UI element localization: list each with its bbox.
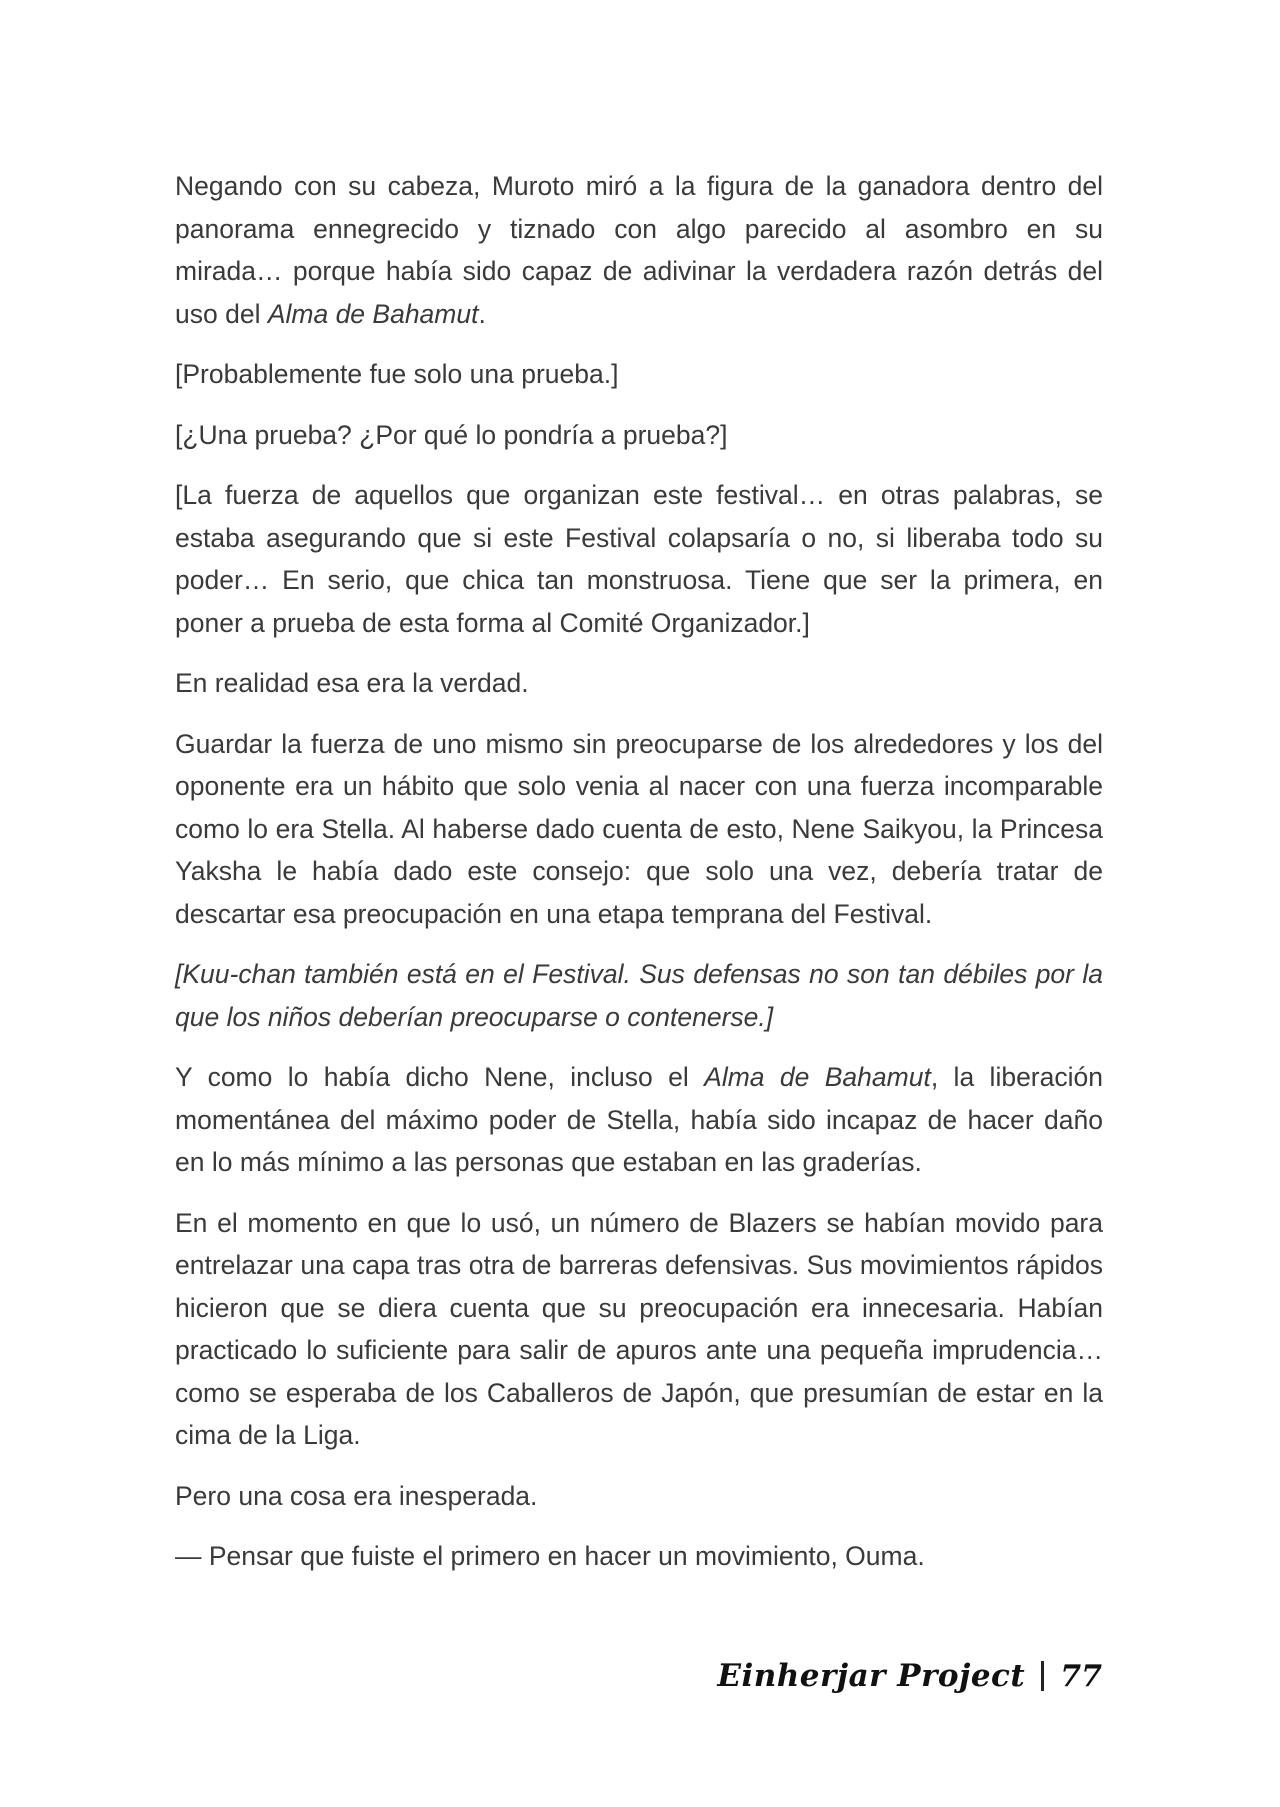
page-footer xyxy=(0,1658,1280,1718)
text-segment: Y como lo había dicho Nene, incluso el xyxy=(175,1062,705,1092)
text-segment: [Kuu-chan también está en el Festival. Sus defensas no son tan débiles por la que los niños deberían preocuparse o contenerse.] xyxy=(175,959,1103,1032)
text-segment: [La fuerza de aquellos que organizan este festival… en otras palabras, se estaba asegurando que si este Festival colapsaría o no, si liberaba todo su poder… En serio, que chica tan monstruosa. Tiene que ser la primera, en poner a prueba de esta forma al Comité Organizador.] xyxy=(175,480,1103,638)
page-body xyxy=(175,165,1103,1596)
italic-title: Alma de Bahamut xyxy=(704,1062,931,1092)
italic-title: Alma de Bahamut xyxy=(267,298,479,329)
paragraph xyxy=(175,1056,1103,1184)
paragraph xyxy=(175,353,1103,396)
text-segment: [Probablemente fue solo una prueba.] xyxy=(175,359,619,389)
paragraph xyxy=(175,165,1103,335)
text-segment: , la liberación momentánea del máximo poder de Stella, había sido incapaz de hacer daño en lo más mínimo a las personas que estaban en las graderías. xyxy=(175,1062,1103,1177)
paragraph xyxy=(175,474,1103,644)
text-segment: . xyxy=(478,298,486,329)
text-segment: [¿Una prueba? ¿Por qué lo pondría a prueba?] xyxy=(175,419,728,450)
text-segment: Pero una cosa era inesperada. xyxy=(175,1480,538,1511)
page-number: 77 xyxy=(1060,1658,1102,1694)
publisher-logo: Einherjar Project xyxy=(717,1658,1026,1694)
paragraph xyxy=(175,414,1103,457)
paragraph xyxy=(175,1535,1103,1578)
text-segment: Guardar la fuerza de uno mismo sin preocuparse de los alrededores y los del oponente era un hábito que solo venia al nacer con una fuerza incomparable como lo era Stella. Al haberse dado cuenta de esto, Nene Saikyou, la Princesa Yaksha le había dado este consejo: que solo una vez, debería tratar de descartar esa preocupación en una etapa temprana del Festival. xyxy=(175,728,1103,929)
footer-divider xyxy=(1041,1661,1044,1691)
paragraph xyxy=(175,723,1103,936)
paragraph xyxy=(175,953,1103,1038)
text-segment: — Pensar que fuiste el primero en hacer un movimiento, Ouma. xyxy=(175,1541,925,1571)
paragraph xyxy=(175,1475,1103,1518)
text-segment: En el momento en que lo usó, un número de Blazers se habían movido para entrelazar una capa tras otra de barreras defensivas. Sus movimientos rápidos hicieron que se diera cuenta que su preocupación era innecesaria. Habían practicado lo suficiente para salir de apuros ante una pequeña imprudencia… como se esperaba de los Caballeros de Japón, que presumían de estar en la cima de la Liga. xyxy=(175,1207,1103,1450)
text-segment: Negando con su cabeza, Muroto miró a la figura de la ganadora dentro del panorama ennegrecido y tiznado con algo parecido al asombro en su mirada… porque había sido capaz de adivinar la verdadera razón detrás del uso del xyxy=(175,171,1103,329)
paragraph xyxy=(175,1202,1103,1457)
paragraph xyxy=(175,662,1103,705)
text-segment: En realidad esa era la verdad. xyxy=(175,668,529,698)
